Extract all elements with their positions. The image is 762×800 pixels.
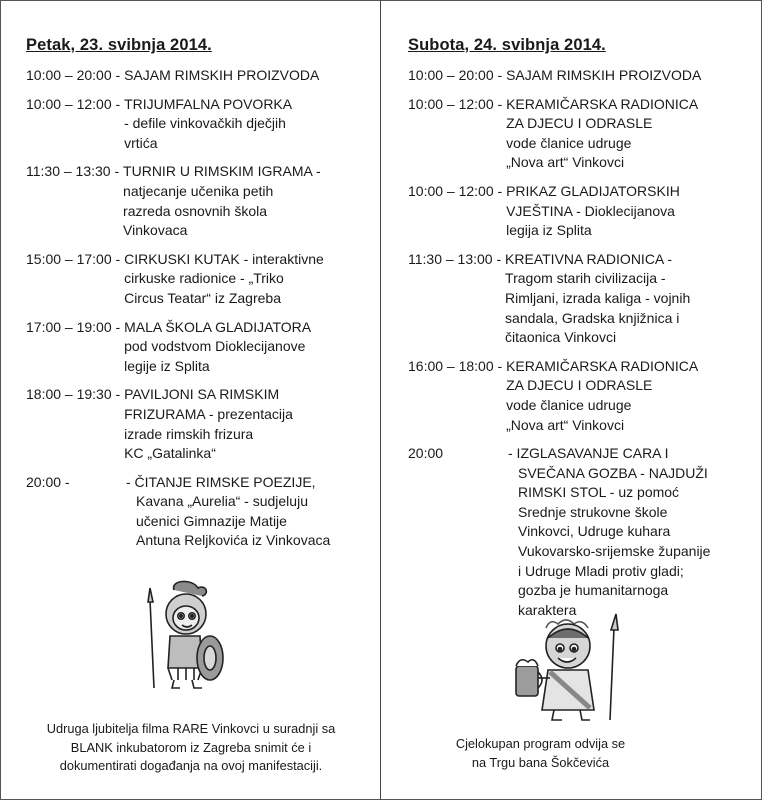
gladiator-illustration	[140, 580, 230, 690]
column-divider	[380, 0, 381, 800]
event-line: gozba je humanitarnoga	[518, 582, 669, 599]
right-footer-note	[408, 735, 673, 772]
event-description	[124, 385, 371, 463]
event-line: karaktera	[518, 601, 577, 618]
emperor-illustration	[510, 612, 630, 722]
event-line: Rimljani, izrada kaliga - vojnih	[505, 289, 691, 306]
event-line: CIRKUSKI KUTAK - interaktivne	[124, 250, 324, 267]
event-line: FRIZURAMA - prezentacija	[124, 405, 293, 422]
event-time: 11:30 – 13:00 -	[408, 250, 506, 267]
saturday-events	[408, 66, 753, 629]
event-line: TRIJUMFALNA POVORKA	[124, 95, 293, 112]
event-row	[408, 357, 753, 435]
event-line: čitaonica Vinkovci	[505, 329, 617, 346]
event-time: 11:30 – 13:30 -	[26, 163, 124, 180]
event-line: - IZGLASAVANJE CARA I	[508, 445, 669, 462]
event-description	[506, 357, 753, 435]
event-time: 16:00 – 18:00 -	[408, 357, 507, 374]
event-time: 10:00 – 12:00 -	[408, 182, 507, 199]
event-line: Vinkovci, Udruge kuhara	[518, 523, 671, 540]
event-time: 10:00 – 12:00 -	[408, 95, 507, 112]
event-description	[126, 473, 371, 551]
event-line: TURNIR U RIMSKIM IGRAMA -	[123, 163, 321, 180]
event-time: 20:00 -	[26, 473, 70, 490]
event-line: vrtića	[124, 134, 158, 151]
event-description	[124, 318, 371, 377]
event-line: pod vodstvom Dioklecijanove	[124, 338, 306, 355]
event-line: natjecanje učenika petih	[123, 182, 274, 199]
event-description	[508, 444, 753, 620]
event-line: legije iz Splita	[124, 357, 210, 374]
saturday-title: Subota, 24. svibnja 2014.	[408, 36, 606, 54]
event-description	[124, 66, 371, 86]
event-time: 10:00 – 12:00 -	[26, 95, 125, 112]
event-description	[505, 250, 753, 348]
event-description	[123, 162, 371, 240]
event-line: - ČITANJE RIMSKE POEZIJE,	[126, 473, 316, 490]
event-line: i Udruge Mladi protiv gladi;	[518, 562, 684, 579]
event-row	[408, 66, 753, 86]
footer-line: Cjelokupan program odvija se	[455, 736, 626, 751]
event-line: Vukovarsko-srijemske županije	[518, 543, 711, 560]
event-row	[26, 385, 371, 463]
event-line: VJEŠTINA - Dioklecijanova	[506, 202, 675, 219]
event-line: PRIKAZ GLADIJATORSKIH	[506, 182, 680, 199]
event-time: 17:00 – 19:00 -	[26, 318, 125, 335]
event-line: KERAMIČARSKA RADIONICA	[506, 357, 699, 374]
event-line: SAJAM RIMSKIH PROIZVODA	[124, 67, 320, 83]
friday-title: Petak, 23. svibnja 2014.	[26, 36, 212, 54]
event-line: Vinkovaca	[123, 222, 188, 239]
event-row	[26, 318, 371, 377]
event-line: ZA DJECU I ODRASLE	[506, 115, 653, 132]
event-line: Circus Teatar“ iz Zagreba	[124, 289, 281, 306]
event-line: KREATIVNA RADIONICA -	[505, 250, 673, 267]
event-line: RIMSKI STOL - uz pomoć	[518, 484, 680, 501]
event-line: izrade rimskih frizura	[124, 425, 254, 442]
left-footer-note	[26, 720, 356, 776]
event-line: Antuna Reljkovića iz Vinkovaca	[136, 532, 331, 549]
event-line: vode članice udruge	[506, 396, 632, 413]
event-line: SVEČANA GOZBA - NAJDUŽI	[518, 464, 708, 481]
event-row	[26, 95, 371, 154]
event-line: MALA ŠKOLA GLADIJATORA	[124, 318, 312, 335]
event-row	[408, 250, 753, 348]
event-row	[408, 182, 753, 241]
event-line: Srednje strukovne škole	[518, 503, 668, 520]
event-time: 20:00	[408, 445, 444, 462]
event-line: razreda osnovnih škola	[123, 202, 268, 219]
event-line: „Nova art“ Vinkovci	[506, 416, 625, 433]
event-row	[26, 66, 371, 86]
event-description	[124, 250, 371, 309]
event-row	[408, 444, 753, 620]
event-time: 10:00 – 20:00 -	[408, 67, 507, 83]
event-line: KC „Gatalinka“	[124, 445, 216, 462]
event-line: Tragom starih civilizacija -	[505, 270, 666, 287]
event-line: vode članice udruge	[506, 134, 632, 151]
event-line: PAVILJONI SA RIMSKIM	[124, 386, 280, 403]
event-description	[124, 95, 371, 154]
footer-line: dokumentirati događanja na ovoj manifestaciji.	[59, 758, 323, 773]
event-line: KERAMIČARSKA RADIONICA	[506, 95, 699, 112]
event-time: 15:00 – 17:00 -	[26, 250, 125, 267]
event-description	[506, 66, 753, 86]
event-row	[408, 95, 753, 173]
event-row	[26, 473, 371, 551]
footer-line: na Trgu bana Šokčevića	[471, 754, 610, 770]
event-line: - defile vinkovačkih dječjih	[124, 115, 286, 132]
footer-line: BLANK inkubatorom iz Zagreba snimit će i	[70, 739, 312, 755]
event-time: 10:00 – 20:00 -	[26, 67, 125, 83]
event-description	[506, 182, 753, 241]
event-line: „Nova art“ Vinkovci	[506, 154, 625, 171]
event-line: učenici Gimnazije Matije	[136, 512, 287, 529]
event-line: SAJAM RIMSKIH PROIZVODA	[506, 67, 702, 83]
footer-line: Udruga ljubitelja filma RARE Vinkovci u suradnji sa	[46, 721, 336, 736]
event-description	[506, 95, 753, 173]
event-line: legija iz Splita	[506, 222, 592, 239]
event-line: ZA DJECU I ODRASLE	[506, 377, 653, 394]
event-row	[26, 162, 371, 240]
event-row	[26, 250, 371, 309]
event-line: cirkuske radionice - „Triko	[124, 270, 284, 287]
event-line: Kavana „Aurelia“ - sudjeluju	[136, 493, 308, 510]
event-line: sandala, Gradska knjižnica i	[505, 309, 680, 326]
event-time: 18:00 – 19:30 -	[26, 386, 125, 403]
friday-events	[26, 66, 371, 560]
